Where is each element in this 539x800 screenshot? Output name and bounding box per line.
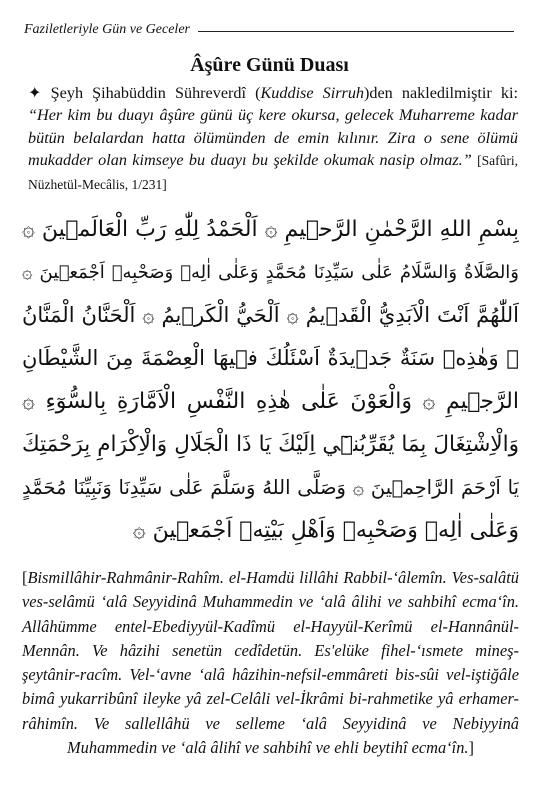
arabic-line: يَا اَرْحَمَ الرَّاحِم۪ينَ ۞ وَصَلَّى اللهُ وَسَلَّمَ عَلٰى سَيِّدِنَا وَنَبِيِّنَا مُحَمَّدٍ <box>22 476 519 499</box>
arabic-prayer <box>22 208 519 552</box>
header-rule <box>198 31 514 32</box>
open-bracket: [ <box>22 568 28 587</box>
intro-lead: Şeyh Şihabüddin Sühreverdî ( <box>50 84 261 102</box>
arabic-line: وَعَلٰى اٰلِه۪ وَصَحْبِه۪ وَاَهْلِ بَيْتِه۪ اَجْمَع۪ينَ ۞ <box>132 518 519 543</box>
section-title: Âşûre Günü Duası <box>190 54 349 76</box>
arabic-line: وَالصَّلَاةُ وَالسَّلَامُ عَلٰى سَيِّدِنَا مُحَمَّدٍ وَعَلٰى اٰلِه۪ وَصَحْبِه۪ اَجْمَع۪ينَ ۞ <box>22 262 519 283</box>
intro-lead-italic: Kuddise Sirruh <box>260 84 365 102</box>
transliteration-text: Bismillâhir-Rahmânir-Rahîm. el-Hamdü lillâhi Rabbil-‘âlemîn. Ves-salâtü ves-selâmü ‘alâ Seyyidinâ Muhammedin ve ‘alâ âlihi ve sahbihî ecma‘în. Allâhümme entel-Ebediyyül-Kadîmü el-Hayyül-Kerîmü el-Hannânül-Mennân. Ve hâzihi senetün cedîdetün. Es'elüke fihel-‘ısmete mineş-şeytânir-racîm. Vel-‘avne ‘alâ hâzihin-nefsil-emmâreti bis-sûi vel-iştiğâle bimâ yukarribûnî ileyke yâ zel-Celâli vel-İkrâmi bi-rahmetike yâ erhamer-râhimîn. Ve sallellâhü ve selleme ‘alâ Seyyidinâ ve Nebiyyinâ Muhammedin ve ‘alâ âlihî ve sahbihî ve ehli beytihî ecma‘în. <box>22 568 519 758</box>
close-bracket: ] <box>468 738 474 758</box>
intro-lead-tail: )den nakledilmiştir ki: <box>364 84 518 102</box>
running-title: Faziletleriyle Gün ve Geceler <box>24 22 190 37</box>
arabic-line: ۞ وَهٰذِه۪ سَنَةٌ جَد۪يدَةٌ اَسْئَلُكَ ف۪يهَا الْعِصْمَةَ مِنَ الشَّيْطَانِ <box>22 346 519 370</box>
arabic-line: وَالْاِشْتِغَالَ بِمَا يُقَرِّبُن۪ٓي اِلَيْكَ يَا ذَا الْجَلَالِ وَالْاِكْرَامِ بِرَحْمَتِكَ <box>22 432 519 457</box>
intro-citation: [Safûri, Nüzhetül-Mecâlis, 1/231] <box>28 153 519 192</box>
intro-quote: “Her kim bu duayı âşûre günü üç kere okursa, gelecek Muharreme kadar bütün belalardan hatta ölümünden de emin kılınır. Zira o sene ölümü mukadder olan kimseye bu duayı bu şekilde okumak nasip olmaz.” <box>28 106 518 170</box>
bullet-ornament: ✦ <box>28 84 42 102</box>
arabic-line: بِسْمِ اللهِ الرَّحْمٰنِ الرَّح۪يمِ ۞ اَلْحَمْدُ لِلّٰهِ رَبِّ الْعَالَم۪ينَ ۞ <box>22 217 519 242</box>
transliteration-paragraph <box>22 566 519 760</box>
running-header <box>24 18 514 42</box>
intro-paragraph <box>28 82 518 196</box>
arabic-line: الرَّج۪يمِ ۞ وَالْعَوْنَ عَلٰى هٰذِهِ النَّفْسِ الْاَمَّارَةِ بِالسُّوٓءِ ۞ <box>22 389 519 414</box>
arabic-line: اَللّٰهُمَّ اَنْتَ الْاَبَدِيُّ الْقَد۪يمُ ۞ اَلْحَيُّ الْكَر۪يمُ ۞ اَلْحَنَّانُ الْمَنَّانُ <box>22 303 519 327</box>
